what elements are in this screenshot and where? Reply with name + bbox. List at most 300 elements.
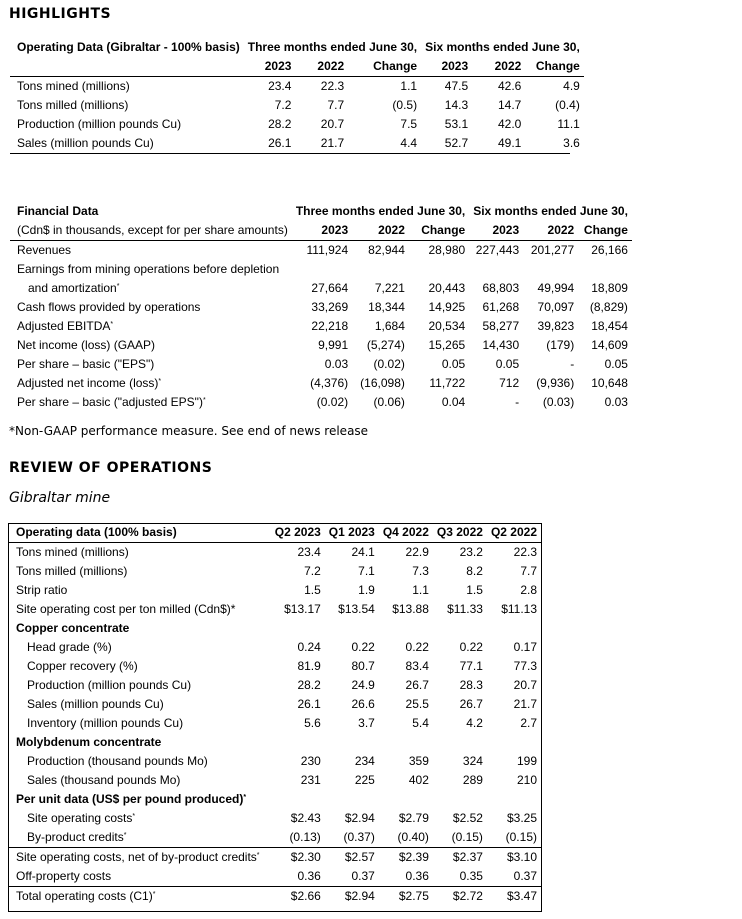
row-label (9, 619, 269, 638)
value-cell: 53.1 (444, 117, 469, 131)
row-label (9, 752, 269, 771)
value-cell: 324 (462, 754, 483, 768)
group-header-three-months: Three months ended June 30, (247, 40, 418, 54)
row-label (9, 657, 269, 676)
value-cell: 0.04 (441, 395, 466, 409)
value-cell: 26,166 (591, 243, 628, 257)
value-cell: 201,277 (530, 243, 575, 257)
value-cell: 7.2 (304, 564, 321, 578)
row-label (9, 562, 269, 581)
row-label (9, 714, 269, 733)
table-row (10, 134, 584, 153)
value-cell (578, 260, 632, 279)
footnote-marker: * (202, 397, 206, 404)
value-cell: $3.25 (506, 811, 537, 825)
value-cell: $2.43 (290, 811, 321, 825)
row-label-text: Net income (loss) (GAAP) (17, 338, 156, 352)
value-cell: (0.40) (379, 828, 433, 848)
table-row (9, 676, 541, 695)
review-of-operations-title: REVIEW OF OPERATIONS (9, 460, 213, 476)
value-cell: 712 (499, 376, 520, 390)
value-cell: 22.3 (320, 79, 345, 93)
column-header: Q1 2023 (325, 523, 379, 543)
value-cell: 0.05 (495, 357, 520, 371)
value-cell: 0.17 (513, 640, 537, 654)
table-row (9, 848, 541, 868)
table-row (10, 393, 632, 412)
table-header-label: Financial Data (17, 204, 99, 218)
value-cell: 28.2 (297, 678, 321, 692)
group-header-three-months: Three months ended June 30, (295, 204, 466, 218)
value-cell: 21.7 (513, 697, 537, 711)
value-cell: 70,097 (537, 300, 575, 314)
value-cell: (0.37) (325, 828, 379, 848)
value-cell: 39,823 (537, 319, 575, 333)
row-label (9, 543, 269, 563)
table-row (10, 96, 584, 115)
value-cell: 1.5 (304, 583, 321, 597)
row-label-text: Site operating costs, net of by-product credits (16, 850, 257, 864)
value-cell: $2.75 (398, 889, 429, 903)
value-cell: 26.1 (268, 136, 292, 150)
value-cell: 26.6 (351, 697, 375, 711)
value-cell: 42.0 (497, 117, 522, 131)
value-cell (523, 260, 578, 279)
value-cell: 23.4 (268, 79, 292, 93)
value-cell: - (570, 357, 575, 371)
row-label (9, 638, 269, 657)
value-cell: 22,218 (311, 319, 349, 333)
value-cell: $11.33 (447, 602, 483, 616)
value-cell: 47.5 (444, 79, 469, 93)
table-row (9, 714, 541, 733)
row-label (9, 695, 269, 714)
group-header-six-months: Six months ended June 30, (473, 204, 628, 218)
value-cell: 21.7 (320, 136, 345, 150)
value-cell: 81.9 (297, 659, 321, 673)
row-label-text: Off-property costs (16, 869, 112, 883)
value-cell: 402 (408, 773, 429, 787)
row-label-text: Copper concentrate (16, 621, 130, 635)
row-label-text: Tons milled (millions) (17, 98, 129, 112)
table-row (9, 752, 541, 771)
footnote-marker: * (256, 852, 260, 859)
row-label (9, 600, 269, 619)
value-cell: 26.7 (405, 678, 429, 692)
row-label (9, 887, 269, 907)
value-cell: 199 (516, 754, 537, 768)
value-cell: 0.35 (433, 867, 487, 887)
table-row (9, 581, 541, 600)
value-cell: (0.13) (269, 828, 325, 848)
value-cell: $2.79 (398, 811, 429, 825)
value-cell: 10,648 (591, 376, 628, 390)
row-label-text: Site operating costs (27, 811, 133, 825)
footnote-marker: * (158, 378, 162, 385)
row-label (10, 374, 292, 393)
value-cell: 7.7 (327, 98, 345, 112)
table-row (9, 695, 541, 714)
value-cell (292, 260, 352, 279)
value-cell: (5,274) (366, 338, 405, 352)
value-cell: $13.54 (338, 602, 375, 616)
value-cell: 58,277 (482, 319, 520, 333)
row-label (10, 77, 244, 97)
row-label-text: Per share – basic ("adjusted EPS") (17, 395, 203, 409)
value-cell: $3.10 (506, 850, 537, 864)
value-cell: 49,994 (537, 281, 575, 295)
value-cell: $2.94 (344, 889, 375, 903)
value-cell: 4.2 (466, 716, 483, 730)
row-label (9, 828, 269, 848)
row-label (10, 134, 244, 153)
value-cell: 2.8 (520, 583, 537, 597)
value-cell: 27,664 (311, 281, 349, 295)
value-cell: $2.30 (290, 850, 321, 864)
value-cell: $13.17 (284, 602, 321, 616)
value-cell: 111,924 (306, 243, 349, 257)
value-cell: 0.37 (325, 867, 379, 887)
row-label-text: Adjusted net income (loss) (17, 376, 159, 390)
row-label-text: Per unit data (US$ per pound produced) (16, 792, 244, 806)
value-cell: $2.72 (452, 889, 483, 903)
column-header: 2023 (421, 57, 472, 77)
non-gaap-footnote: *Non-GAAP performance measure. See end of news release (9, 424, 369, 438)
table-header-label: Operating Data (Gibraltar - 100% basis) (17, 40, 240, 54)
value-cell: $3.47 (506, 889, 537, 903)
value-cell: 0.36 (269, 867, 325, 887)
value-cell: 0.22 (459, 640, 483, 654)
value-cell: 61,268 (482, 300, 520, 314)
footnote-marker: * (110, 321, 114, 328)
column-header: Change (348, 57, 421, 77)
value-cell: $11.13 (501, 602, 537, 616)
value-cell: 20.7 (320, 117, 345, 131)
value-cell: 52.7 (444, 136, 469, 150)
row-label (10, 317, 292, 336)
row-label-text: Strip ratio (16, 583, 68, 597)
value-cell: 0.24 (297, 640, 321, 654)
column-header: Q3 2022 (433, 523, 487, 543)
row-label-text: Tons mined (millions) (16, 545, 129, 559)
row-label (9, 790, 269, 809)
table-row (9, 867, 541, 887)
row-label-text: Sales (thousand pounds Mo) (27, 773, 181, 787)
value-cell: 14,925 (428, 300, 466, 314)
value-cell: 3.6 (563, 136, 580, 150)
value-cell: 230 (300, 754, 321, 768)
value-cell: (0.02) (316, 395, 349, 409)
value-cell: (179) (546, 338, 575, 352)
value-cell: 0.03 (604, 395, 628, 409)
blank-cell (269, 790, 541, 809)
value-cell: $2.52 (452, 811, 483, 825)
value-cell: 14.3 (444, 98, 469, 112)
section-subheader-row (9, 619, 541, 638)
table-row (9, 638, 541, 657)
column-header: Change (525, 57, 584, 77)
footnote-marker: * (123, 832, 127, 839)
column-header: 2022 (295, 57, 348, 77)
row-label-text: Total operating costs (C1) (16, 889, 153, 903)
value-cell: 0.36 (379, 867, 433, 887)
row-label-text: Head grade (%) (27, 640, 112, 654)
row-label-text: Production (million pounds Cu) (27, 678, 192, 692)
value-cell: 11.1 (557, 117, 580, 131)
value-cell: (9,936) (536, 376, 575, 390)
blank-cell (269, 733, 541, 752)
row-label-text: Adjusted EBITDA (17, 319, 111, 333)
value-cell: 7.1 (358, 564, 375, 578)
table-row (9, 657, 541, 676)
row-label (9, 867, 269, 887)
blank-cell (269, 619, 541, 638)
value-cell: $2.94 (344, 811, 375, 825)
table-row (9, 771, 541, 790)
value-cell: - (515, 395, 520, 409)
section-subheader-row (9, 790, 541, 809)
value-cell: 18,454 (591, 319, 628, 333)
table-bottom-rule (10, 153, 570, 154)
row-label-text: Site operating cost per ton milled (Cdn$)* (16, 602, 236, 616)
value-cell: 7.7 (520, 564, 537, 578)
value-cell (409, 260, 469, 279)
value-cell: 289 (462, 773, 483, 787)
value-cell: 2.7 (520, 716, 537, 730)
value-cell: 49.1 (497, 136, 522, 150)
value-cell: 18,809 (591, 281, 628, 295)
value-cell: 28,980 (428, 243, 466, 257)
value-cell: $2.66 (290, 889, 321, 903)
row-label (10, 279, 292, 298)
row-label-text: Per share – basic ("EPS") (17, 357, 155, 371)
table-row (10, 298, 632, 317)
value-cell: 359 (408, 754, 429, 768)
value-cell: 0.22 (405, 640, 429, 654)
section-subheader-row (9, 733, 541, 752)
review-operations-table (9, 523, 541, 906)
value-cell: 14,430 (482, 338, 520, 352)
column-header: Change (578, 221, 632, 241)
value-cell (352, 260, 409, 279)
table-row (10, 241, 632, 261)
table-row (9, 562, 541, 581)
value-cell: 83.4 (405, 659, 429, 673)
value-cell: (0.15) (433, 828, 487, 848)
value-cell: 11,722 (429, 376, 466, 390)
value-cell: 28.2 (268, 117, 292, 131)
value-cell: (16,098) (360, 376, 405, 390)
table-row (10, 260, 632, 279)
row-label (10, 298, 292, 317)
value-cell: 33,269 (311, 300, 349, 314)
value-cell: 1.9 (358, 583, 375, 597)
table-row (10, 374, 632, 393)
column-header: Q2 2022 (487, 523, 541, 543)
footnote-marker: * (132, 813, 136, 820)
table-row (10, 77, 584, 97)
row-label (9, 848, 269, 868)
value-cell: 0.05 (604, 357, 628, 371)
value-cell: 7.5 (400, 117, 418, 131)
table-row (10, 115, 584, 134)
row-label-text: Earnings from mining operations before depletion (17, 262, 280, 276)
value-cell: 5.4 (412, 716, 429, 730)
value-cell: 3.7 (358, 716, 375, 730)
value-cell: 23.2 (459, 545, 483, 559)
value-cell: 0.37 (487, 867, 541, 887)
gibraltar-mine-subtitle: Gibraltar mine (9, 490, 111, 506)
value-cell: 234 (354, 754, 375, 768)
row-label (10, 336, 292, 355)
row-label (9, 809, 269, 828)
value-cell: 4.4 (400, 136, 418, 150)
row-label-text: Copper recovery (%) (27, 659, 138, 673)
column-header: 2022 (352, 221, 409, 241)
value-cell: 77.3 (513, 659, 537, 673)
value-cell: 210 (516, 773, 537, 787)
value-cell: 0.22 (351, 640, 375, 654)
value-cell: 26.1 (297, 697, 321, 711)
row-label (10, 241, 292, 261)
value-cell: 7,221 (374, 281, 405, 295)
value-cell: 225 (354, 773, 375, 787)
value-cell: 22.9 (405, 545, 429, 559)
value-cell: (8,829) (589, 300, 628, 314)
row-label-text: Tons mined (millions) (17, 79, 130, 93)
row-label-text: Production (million pounds Cu) (17, 117, 182, 131)
value-cell: (0.5) (392, 98, 418, 112)
value-cell: $2.37 (452, 850, 483, 864)
row-label-text: By-product credits (27, 830, 124, 844)
value-cell: 15,265 (428, 338, 466, 352)
value-cell: 26.7 (459, 697, 483, 711)
table-row (10, 355, 632, 374)
row-label-text: Molybdenum concentrate (16, 735, 162, 749)
value-cell: 77.1 (459, 659, 483, 673)
operating-data-table (10, 38, 584, 153)
value-cell: 42.6 (497, 79, 522, 93)
value-cell: (0.15) (487, 828, 541, 848)
row-label (9, 581, 269, 600)
row-label-text: Production (thousand pounds Mo) (27, 754, 208, 768)
table-subheader-label: (Cdn$ in thousands, except for per share amounts) (10, 221, 292, 241)
value-cell: (4,376) (310, 376, 349, 390)
value-cell: 0.05 (441, 357, 466, 371)
value-cell: 20,534 (428, 319, 466, 333)
row-label (9, 733, 269, 752)
table-row (9, 600, 541, 619)
row-label (9, 771, 269, 790)
value-cell: 227,443 (475, 243, 520, 257)
row-label-text: Cash flows provided by operations (17, 300, 201, 314)
value-cell: 4.9 (563, 79, 580, 93)
footnote-marker: * (116, 283, 120, 290)
column-header: 2022 (472, 57, 525, 77)
value-cell: 1.1 (412, 583, 429, 597)
row-label (10, 355, 292, 374)
value-cell: 8.2 (466, 564, 483, 578)
value-cell: (0.4) (555, 98, 580, 112)
value-cell: (0.03) (542, 395, 575, 409)
row-label (10, 393, 292, 412)
value-cell: 1.5 (466, 583, 483, 597)
highlights-title: HIGHLIGHTS (9, 6, 112, 22)
table-row (10, 336, 632, 355)
group-header-six-months: Six months ended June 30, (425, 40, 580, 54)
value-cell: 1,684 (374, 319, 405, 333)
row-label-text: Revenues (17, 243, 72, 257)
value-cell: 7.3 (412, 564, 429, 578)
value-cell: 24.1 (351, 545, 375, 559)
value-cell: 231 (300, 773, 321, 787)
value-cell: 82,944 (368, 243, 405, 257)
column-header: 2023 (292, 221, 352, 241)
value-cell: (0.02) (373, 357, 405, 371)
value-cell: 18,344 (368, 300, 405, 314)
row-label (10, 96, 244, 115)
value-cell: 24.9 (351, 678, 375, 692)
financial-data-table (10, 202, 632, 412)
value-cell: $13.88 (392, 602, 429, 616)
table-row (9, 887, 541, 907)
row-label (10, 260, 292, 279)
row-label-text: Tons milled (millions) (16, 564, 128, 578)
value-cell: 14.7 (497, 98, 522, 112)
value-cell: 7.2 (274, 98, 292, 112)
value-cell: 1.1 (400, 79, 418, 93)
blank-cell (10, 57, 244, 77)
footnote-marker: * (152, 891, 156, 898)
row-label-text: Sales (million pounds Cu) (27, 697, 164, 711)
table-row (10, 317, 632, 336)
column-header: 2023 (469, 221, 523, 241)
value-cell: 20.7 (513, 678, 537, 692)
value-cell: (0.06) (373, 395, 405, 409)
table-row (10, 279, 632, 298)
value-cell: 5.6 (304, 716, 321, 730)
value-cell: 22.3 (513, 545, 537, 559)
table-row (9, 828, 541, 848)
row-label-text: Sales (million pounds Cu) (17, 136, 154, 150)
value-cell (469, 260, 523, 279)
column-header: 2023 (244, 57, 296, 77)
row-label (10, 115, 244, 134)
column-header: 2022 (523, 221, 578, 241)
footnote-marker: * (243, 794, 247, 801)
value-cell: $2.57 (344, 850, 375, 864)
row-label-text: Inventory (million pounds Cu) (27, 716, 184, 730)
value-cell: 23.4 (297, 545, 321, 559)
value-cell: 20,443 (428, 281, 466, 295)
table-header-label: Operating data (100% basis) (9, 523, 269, 543)
table-row (9, 809, 541, 828)
column-header: Change (409, 221, 469, 241)
value-cell: $2.39 (398, 850, 429, 864)
value-cell: 25.5 (405, 697, 429, 711)
value-cell: 0.03 (324, 357, 349, 371)
row-label (9, 676, 269, 695)
column-header: Q2 2023 (269, 523, 325, 543)
row-label-text: and amortization (28, 281, 117, 295)
value-cell: 14,609 (591, 338, 628, 352)
value-cell: 80.7 (351, 659, 375, 673)
table-row (9, 543, 541, 563)
value-cell: 68,803 (482, 281, 520, 295)
column-header: Q4 2022 (379, 523, 433, 543)
value-cell: 9,991 (318, 338, 349, 352)
value-cell: 28.3 (459, 678, 483, 692)
